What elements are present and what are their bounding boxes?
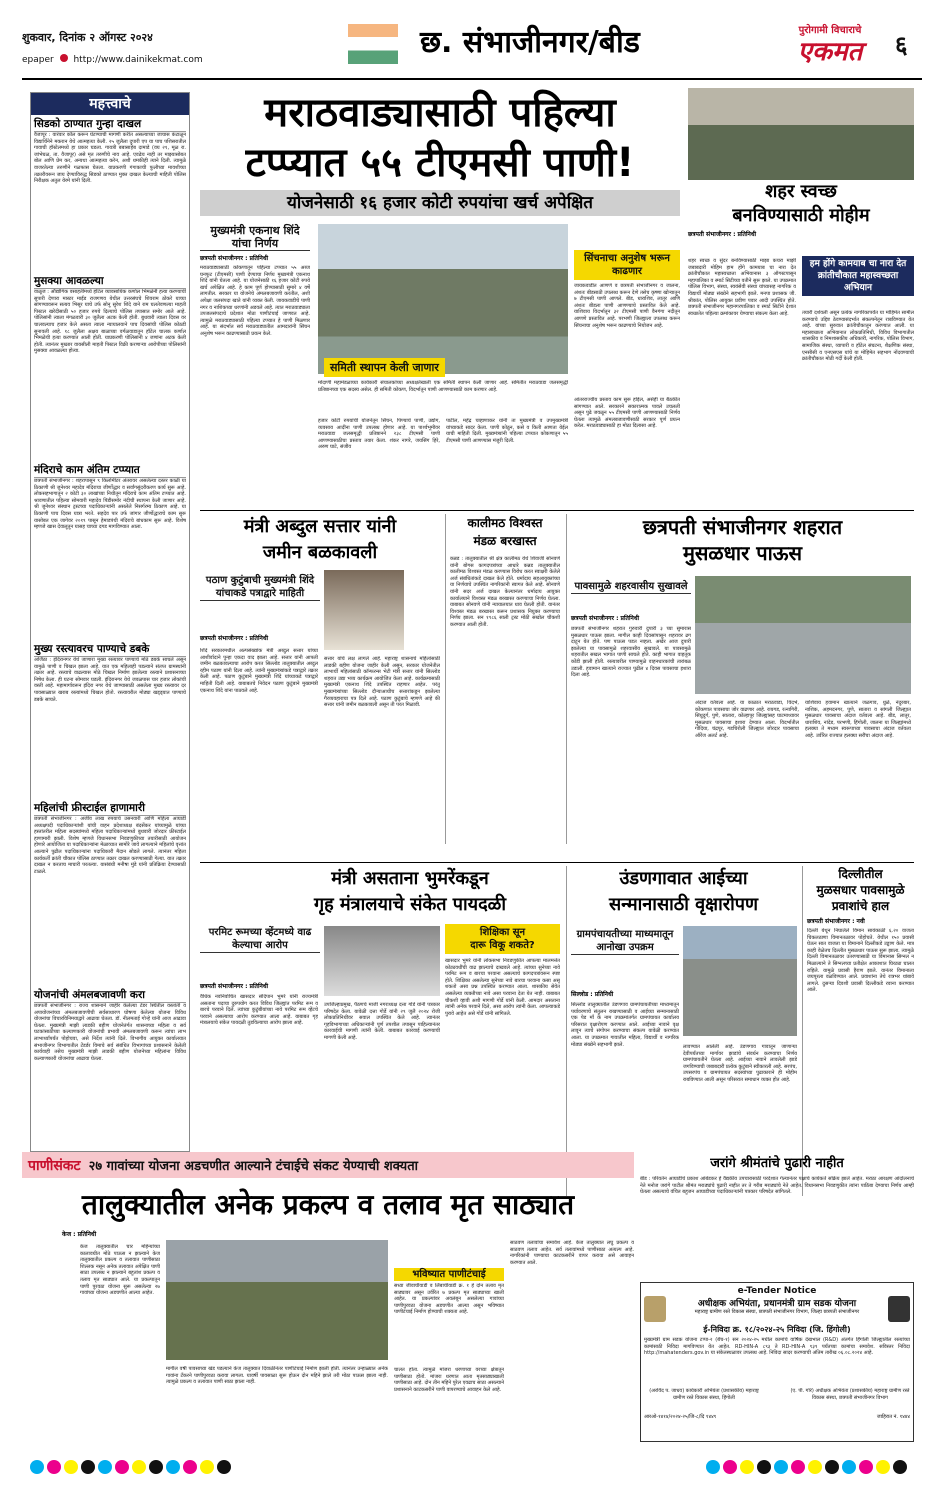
tender-ref2: आरओ-१४१४/२०२४-२५/जि-८/दि १४४९ [644, 1414, 717, 1420]
dam-photo [318, 224, 568, 374]
band-label: पाणीसंकट [28, 1157, 81, 1174]
sattar-head-1: मंत्री अब्दुल सत्तार यांनी [243, 516, 397, 537]
jarange-body: बीड : परिवर्तन आघाडीचे प्रकाश आंबेडकर हे वैद्यकीय उपचारासाठी परदेशात गेल्यानंतर पक्षाचे कार्यकर्ते सक्रिय झाले आहेत. मराठा आरक्षण आंदोलनाचे नेते मनोज जरांगे पाटील श्रीमंत मराठ्यांचे पुढारी नाहीत तर ते गरीब मराठ्यांचे नेते आहेत. विधानसभा निवडणुकीत त्यांना पाठिंबा देण्याचा निर्णय आम्ही घेतला असल्याचे वंचित बहुजन आघाडीच्या पदाधिकाऱ्यांनी पत्रकार परिषदेत सांगितले. [640, 1176, 914, 1196]
brand-box [775, 22, 885, 72]
lead-col1: मराठवाड्यासाठी कोकणातून पहिल्या टप्प्यात ५५ अब्ज घनफूट (टीएमसी) पाणी देण्याचा निर्णय मुख्यमंत्री एकनाथ शिंदे यांनी घेतला आहे. या योजनेसाठी १६ हजार कोटी रुपये खर्च अपेक्षित आहे. हे काम पूर्ण होण्यासाठी सुमारे ४ वर्षे लागतील. सरकार या योजनेचे अंमलबजावणी करतील, अशी अपेक्षा जलसंपदा खाते यांनी व्यक्त केली. जायकवाडीचे पाणी नगर व नाशिकच्या धरणांनी अडवले आहे. त्यात मराठवाड्याला उपजलसंपदाचे प्रदेशात मोठा पाणीटंचाई जाणवत आहे. त्यामुळे मराठवाड्यासाठी पहिल्या टप्प्यात हे पाणी मिळणार आहे. या संदर्भात सर्व मराठवाड्यातील आमदारांनी सिंचन अनुशेष भरून काढण्यासाठी प्रयत्न केले. [200, 265, 310, 337]
tender-sign-left: (अरविंद प. जाधव) कार्यकारी अभियंता (प्रशासकीय) महाराष्ट्र ग्रामीण रस्ते विकास संस्था, हिंगोली [649, 1388, 759, 1401]
rain-col1: छत्रपती संभाजीनगर शहरात गुरुवारी दुपारी ३ च्या सुमारास मुसळधार पाऊस झाला. मागील काही दिवसांपासून शहरावर ढग दाटून येत होते. पण पाऊस पडत नव्हता. अखेर आज दुपारी झालेल्या या पावसामुळे शहरवासीय सुखावले. या पावसामुळे शहरातील सखल भागात पाणी साचले होते. काही भागात वाहतूक कोंडी झाली होती. रस्त्यावरील पाण्यामुळे वाहनधारकांची तारांबळ उडाली. हवामान खात्याने राज्यात पुढील ४ दिवस पावसाचा इशारा दिला आहे. [571, 626, 691, 679]
water-crisis-band [22, 1152, 634, 1178]
tender-notice [640, 1282, 914, 1442]
sidebar-item-body: अजिंठा : इंदिरानगर येथे जाणारा मुख्य रस्त्यावर पाण्याचे मोठे डबके साचले असून यामुळे पाणी व चिखल झाला आहे. यात एक महिलाही पडल्याने संतप्त ग्रामस्थांनी तक्रार आहे. रस्त्याचे वाढल्यास मोठे चिखल निर्माण झालेल्या रस्त्याने प्रशासनाच्या निषेध केला. ही घटना सोमवार घडली. इंदिरानगर येथे जवळपास चार हजार लोकांची वस्ती आहे. महामार्गावरून इंदिरा नगर येथे जाण्यासाठी असलेला मुख्य रस्त्यावर दर पावसाळ्यात खराब रस्त्यांमध्ये चिखल होतो. रस्त्यावरील मोठ्या खड्ड्यात पाण्याचे डबके साचते. [34, 657, 186, 703]
shikshika-story [445, 924, 560, 1144]
masthead [0, 0, 945, 88]
tree-story [566, 866, 796, 1196]
dams-headline: तालुक्यातील अनेक प्रकल्प व तलाव मृत साठ्यात [81, 1188, 575, 1221]
shikshika-head-2: दारू विकू शकते? [470, 940, 535, 951]
emblem-icon [644, 1296, 666, 1322]
bhumre-head-2: गृह मंत्रालयाचे संकेत पायदळी [313, 894, 507, 915]
kalimath-head-1: कालीमठ विश्वस्त [467, 516, 543, 530]
delhi-head-3: प्रवाशांचे हाल [831, 899, 890, 913]
future-text: सध्या जीवाचीवाडी व लिंबाचीवाडी क्र. १ हे दोन तलाव मृत साठ्यावर असून उर्वरित ७ प्रकल्प मृत साठ्याच्या खाली आहेत. या प्रकल्पांवर अवलंबून असलेल्या गावांच्या पाणीपुरवठा योजना अडचणीत आल्या असून भविष्यात पाणीटंचाई निर्माण होण्याची शक्यता आहे. [394, 1283, 504, 1316]
tree-byline: सिल्लोड : प्रतिनिधी [571, 991, 614, 998]
delhi-head-2: मुळसधार पावसामुळे [816, 883, 905, 897]
rain-story [566, 514, 914, 844]
tricolor-icon [348, 24, 398, 64]
delhi-story [802, 866, 914, 1196]
sidebar-item-1 [31, 115, 189, 272]
color-registration-bar-right [706, 1460, 910, 1474]
clean-city-byline: छत्रपती संभाजीनगर : प्रतिनिधी [688, 231, 757, 238]
lead-headline-1: मराठवाड्यासाठी पहिल्या [264, 90, 616, 136]
tree-col2: लावण्यात आलेली आहे. उंडणगाव गावातून जाणाऱ्या देवीपर्यंतच्या मार्गावर झाडांचे संवर्धन करण्याचा निर्णय ग्रामपंचायतीने घेतला आहे. आईच्या नावाने लावलेली झाडे जगविण्याची जबाबदारी प्रत्येक कुटुंबाने स्वीकारली आहे. सरपंच, उपसरपंच व ग्रामपंचायत सदस्यांच्या पुढाकाराने ही मोहीम राबविण्यात आली असून परिसरात समाधान व्यक्त होत आहे. [683, 1044, 797, 1083]
kalimath-body: कन्नड : तालुक्यातील श्री क्षेत्र कालीमठ येथे शिवाजी सोनवणे यांनी बोगस कागदपत्रांच्या आधारे कन्नड तालुक्यातील कालीमठ विश्वस्त मंडळ करण्यास विरोध करत स्वाक्षरी केलेले अर्ज संबंधितांकडे दाखल केले होते. धर्मादाय सहआयुक्तांच्या या निर्णयाचे उपस्थित नागरिकांनी स्वागत केले आहे. सोनवणे यांनी सदर अर्ज दाखल केल्यानंतर धर्मादाय आयुक्त कार्यालयाने विश्वस्त मंडळ बरखास्त करण्याचा निर्णय घेतला. याबाबत सोनवणे यांनी न्यायालयात धाव घेतली होती. यानंतर विश्वस्त मंडळ बरखास्त करून प्रशासक नियुक्त करण्याचा निर्णय झाला. सन १९८६ साली ट्रस्ट मोठी सखोल चौकशी करण्यात आली होती. [450, 556, 560, 628]
sidebar-item-5 [31, 799, 189, 986]
sidebar-item-3 [31, 461, 189, 640]
edition-title: छ. संभाजीनगर/बीड [420, 25, 640, 60]
tree-head-2: सन्मानासाठी वृक्षारोपण [608, 894, 759, 915]
tender-notice-no: ई-निविदा क्र. १८/२०२४-२५ निविदा (जि. हिंगोली) [703, 1325, 851, 1334]
pmgsy-logo-icon [888, 1296, 910, 1322]
sattar-photo [324, 570, 404, 650]
future-box [394, 1268, 504, 1447]
rain-byline: छत्रपती संभाजीनगर : प्रतिनिधी [571, 615, 640, 622]
sattar-sub: पठाण कुटुंबाची मुख्यमंत्री शिंदे यांचाकडे पत्राद्वारे माहिती [200, 574, 320, 601]
lead-headline-2: टप्प्यात ५५ टीएमसी पाणी! [245, 140, 635, 186]
sidebar-item-title: मुख्य रस्त्यावरच पाण्याचे डबके [34, 642, 186, 657]
sattar-head-2: जमीन बळकावली [262, 542, 378, 563]
delhi-head-1: दिल्लीतील [838, 867, 883, 881]
sidebar [30, 92, 190, 1152]
sidebar-item-2 [31, 272, 189, 461]
rain-head-2: मुसळधार पाऊस [682, 541, 803, 565]
lead-col2: हजार कोटी रुपयांची योजनेतून सिंचन, पिण्याचे पाणी, उद्योग, व्यवसाय आदींना पाणी उपलब्ध होणार आहे. या पार्श्वभूमीवर मराठवाडा जलसमृद्धी प्रतिष्ठानने २३८ टीएमसी पाणी आणण्यासाठीचा प्रस्ताव तयार केला. शंकर नागरे, जयसिंग हिरे, अरुण घाटे, संजीव [318, 418, 440, 451]
jarange-headline: जरांगे श्रीमंतांचे पुढारी नाहीत [710, 1156, 844, 1171]
band-text: २७ गावांच्या योजना अडचणीत आल्याने टंचाईचे संकट येण्याची शक्यता [88, 1159, 418, 1174]
bhumre-col2: उपजिल्हाप्रमुख, पैठणचे माजी नगराध्यक्ष दत्ता गोर्डे यांनी पत्रकार परिषदेत केला. यावेळी दत्ता गोर्डे यांनी २९ जुलै २०२४ रोजी लोकप्रतिनिधींवर सवाल उपस्थित केले आहे. त्यानंतर गृहविभागाच्या अधिकाऱ्यांनी पूर्ण तपशील तपासून पाहिल्यानंतर कारवाईची मागणी त्यांनी केली. याबाबत कारवाई करण्याची मागणी केली आहे. [324, 1002, 440, 1041]
lead-byline: छत्रपती संभाजीनगर : प्रतिनिधी [200, 255, 269, 262]
sattar-col1: शिंदे सरकारमधील अल्पसंख्यांक मंत्री अब्दुल सत्तार यांच्या आशीर्वादाने पुन्हा एकदा वाद झाला आहे. सत्तार यांनी आपली जमीन बळकावल्याचा आरोप करत सिल्लोड तालुक्यातील अब्दुल रहीम पठाण यांनी दिला आहे. त्यांनी मुख्यमंत्र्यांकडे पत्राद्वारे तक्रार केली आहे. पठाण कुटुंबाने मुख्यमंत्री शिंदे यांच्याकडे पत्राद्वारे माहिती दिली आहे. याबाबतचे निवेदन पठाण कुटुंबाने मुख्यमंत्री एकनाथ शिंदे यांना पाठवले आहे. [200, 648, 318, 694]
clean-city-col2: तयारी दर्शवली असून प्रत्येक नागरिकापर्यंत या मोहिमेत सामील करण्याचे उद्दिष्ट ठेवण्यासंदर्भात संकल्पनेतून राबविण्यात येत आहे. यांच्या सुरुवात क्रांतीचौकातून करण्यात आली. या महास्वच्छता अभियानात लोकप्रतिनिधी, विविध विभागातील शासकीय व निमशासकीय अधिकारी, नागरिक, पोलिस विभाग, सामाजिक संस्था, व्यापारी व हॉटेल संघटना, शैक्षणिक संस्था, एनसीसी व एनएसएस यांचे या मोहिमेत सहभाग नोंदवण्याची क्रांतीचौकात मोठी गर्दी केली होती. [802, 310, 914, 363]
sidebar-item-body: वाळूज : औद्योगिक वसाहतीमध्ये हॉटेल व्यावसायिक कर्णाल भिमळेनी हत्या करण्याची सुपारी देणारा मास्टर माईंड राजगणव येथील उत्तरसंघचे शिवराम ठोकरे याच्या सांगण्यावरून सत्यव भिसूर याचे उर्फ सोनू सुरेश शिंदे याने राम घलतेवणल्या माहती पिस्टल खरेदीसाठी ५० हजार रुपये दिल्याचे पोलिस तपासात समोर आले आहे. पोलिसांनी त्याला मंगळवारी ३० जुलैला अटक केली होती. बुधवारी त्याला दिवस वर चालवल्याच हजार केले असता त्याला न्यायालयाने पाच दिवसांची पोलिस कोठडी सुनावली आहे. १८ जुलैला अक्षय बाळाच्या वर्गळवाडातुन हॉटेल चालक कर्णाल भिमळेची हत्या करण्यात आली होती. याप्रकरणी पोलिसांनी ४ जणांना अटक केली होती. त्यानंतर मुख्तार वायसीली माहती पिस्टल विक्री करणाऱ्या आरोपीच्या पोलिसांनी मुसक्या आवळल्या होत्या. [34, 289, 186, 355]
dams-byline: केज : प्रतिनिधी [62, 1231, 97, 1238]
dams-col4: साठवण तलावांचा समावेश आहे. केज तालुक्यात लघु प्रकल्प व साठवण तलाव आहेत. सर्व तलावांमध्ये पाणीसाठा अत्यल्प आहे. नागरिकांनी पाण्याचा काटकसरीने वापर करावा असे आवाहन करण्यात आले. [510, 1240, 634, 1266]
dams-col1: केज तालुक्यातील चार महिन्यांच्या कालावधीत मोठे पाऊस न झाल्याने केज तालुक्यातील प्रकल्प व तलावात पाणीसाठा शिल्लक नसून अनेक तलावात अपेक्षित पाणी साठा उपलब्ध न झाल्याने बहुतांश प्रकल्प व तलाव मृत साठ्यात आले. या प्रकल्पातून पाणी पुरवठा योजना सुरू असलेल्या २७ गावांच्या योजना अडचणीत आल्या आहेत. [80, 1244, 160, 1297]
epaper-url[interactable]: http://www.dainikekmat.com [73, 55, 203, 65]
rain-head-1: छत्रपती संभाजीनगर शहरात [642, 515, 843, 539]
kalimath-head-2: मंडळ बरखास्त [473, 534, 537, 548]
dams-col3: चालत होता. त्यामुळे मांजरा धरणाच्या वरच्या क्षेत्रातून पाणीसाठा होतो. मांजरा धरणात आता मृतसाठ्याखाली पाणीसाठा आहे. दोन तीन महिने पुरेल एवढाच साठा असल्याने प्रशासनाने काटकसरीने पाणी वापरण्याचे आवाहन केले आहे. [394, 1367, 504, 1393]
lead-col3: पाटील, महेंद्र चव्हाणाकर यांनी ता मुख्यमंत्री व उपमुख्यमंत्री यांच्याकडे सादर केला. पाणी कोठून, कसे व किती आणता येईल याची माहिती दिली. मुख्यमंत्र्यांनी पहिल्या टप्प्यात कोकणातून ५५ टीएमसी पाणी आणण्यास मंजुरी दिली. [446, 418, 568, 444]
tender-org: अधीक्षक अभियंता, प्रधानमंत्री ग्राम सडक योजना [697, 1299, 857, 1309]
kalimath-story [445, 514, 560, 844]
delhi-body: दिल्ली येथून निघालेले विमान सायंकाळी ६.२० वाजता चिकलठाणा विमानतळावर पोहोचते. येथील १५० प्रवासी घेऊन सात वाजता या विमानाने दिल्लीकडे उड्डाण केले. मात्र काही वेळेतच दिल्लीत मुसळधार पाऊस सुरू झाला. त्यामुळे दिल्ली विमानतळावर उतरण्यासाठी या विमानास सिग्नल न मिळाल्याने ते सिग्नलच्या प्रतीक्षेत आकाशात घिरट्या घालत राहिले. यामुळे प्रवासी हैराण झाले. यानंतर विमानाला जयपूरला वळविण्यात आले. प्रवाशांना तेथे रात्रभर थांबावे लागले. दुसऱ्या दिवशी प्रवासी दिल्लीकडे रवाना करण्यात आले. [807, 928, 914, 994]
rain-col2: अंदाज वर्तवला आहे. या काळात मराठवाडा, विदर्भ, कोंकणात पावसाचा जोर वाढणार आहे. रायगड, रत्नागिरी, सिंधुदुर्ग, पुणे, सातारा, कोल्हापूर जिल्ह्यांसह घाटमाथ्यावर मुसळधार पावसाचा इशारा देण्यात आला. विदर्भातील गोंदिया, चंद्रपूर, गडचिरोली जिल्ह्यात जोरदार पावसाचा ऑरेंज अलर्ट आहे. [695, 700, 799, 739]
sattar-col2: सत्तार यांचे लक्ष लागले आहे. महाराष्ट्र शासनाचे महिलांसाठी लाडकी बहीण योजना जाहीर केली असून, सरकार योजनेतील लाभार्थी महिलांसाठी कॉन्फरन्स भेटी मंत्री सत्तार यांनी सिल्लोड शहरात उद्या भव्य कार्यक्रम आयोजित केला आहे. कार्यक्रमासाठी मुख्यमंत्री एकनाथ शिंदे उपस्थित राहणार आहेत. परंतु मुख्यमंत्र्यांच्या सिल्लोड दौऱ्याआधीच सत्तारांकडून झालेल्या गैरव्यवहाराचा पत्र दिले आहे. पठाण कुटुंबाचे म्हणणे आहे की सत्तार यांनी जमीन बळकावली असून ती परत मिळावी. [324, 656, 440, 709]
tender-signatures [644, 1388, 910, 1414]
clean-city-story [688, 88, 914, 508]
epaper-label [22, 54, 203, 65]
divider-1 [200, 510, 914, 511]
lead-col4: आंतरराज्यीय प्रस्ताव काम सुरू होईल, असेही या बैठकीत सांगण्यात आले. सरकारने सकारात्मक पावले उचलली असून पुढे जवळून ५५ टीएमसी पाणी आणण्यासाठी निर्णय घेतला त्यामुळे अंमलबजावणीसाठी सरकार पूर्ण प्रयत्न करेल. मराठवाड्यासाठी हा मोठा दिलासा आहे. [574, 397, 680, 430]
sidebar-item-body: छत्रपती संभाजीनगर : राज्य शासनाने जाहीर केलेल्या टेंडर स्थितील वस्तांती व अपायोजनांच्या अंमलबजावणीची सर्वसाधारण घोषणा केलेल्या योजना विविध योजनांचा विचारविनिमयाद्वारे आढावा घेतला. डॉ. नीलमताई गोऱ्हे यांनी आज आढावा घेतला. मुख्यमंत्री माझी लाडकी बहीण योजनेतंर्गत शासनाच्या महिला व सर्व घटकांसाठीच्या कल्याणकारी योजनांची प्रभावी अंमलबजावणी करून त्यांचा लाभ लाभार्थ्यांपर्यंत पोहोचवा, असे निर्देश त्यांनी दिले. विभागीय आयुक्त कार्यालयात संभाजीनगर विभागातील टेंडर्डर विमाचे सर्व संबंधित विभागांच्या प्रशासनाने केलेली कार्यवाही तसेच मुख्यमंत्री माझी लाडकी बहीण योजनेच्या महिलांना विविध कल्याणकारी योजनांचा आढावा घेतला. [34, 1003, 186, 1062]
lead-story [200, 88, 680, 508]
rain-sub: पावसामुळे शहरवासीय सुखावले [571, 580, 691, 594]
color-registration-bar [30, 1460, 234, 1474]
lead-side-head: मुख्यमंत्री एकनाथ शिंदे यांचा निर्णय [200, 224, 310, 251]
page-number: ६ [895, 31, 908, 59]
divider-2 [200, 862, 914, 863]
dams-story [22, 1180, 634, 1440]
rain-col3: याशिवाय हवामान खात्याने जळगाव, धुळे, नंदुरबार, नाशिक, अहमदनगर, पुणे, सातारा व सांगली जिल्ह्यात मुसळधार पावसाचा अंदाज वर्तवला आहे. बीड, लातूर, धाराशिव, नांदेड, परभणी, हिंगोली, जालना या जिल्ह्यांमध्ये हलक्या ते मध्यम स्वरूपाच्या पावसाचा अंदाज वर्तवला आहे. उर्वरित राज्यात हलक्या सरींचा अंदाज आहे. [805, 700, 911, 739]
tree-col1: सिल्लोड तालुक्यातील उंडणगाव ग्रामपंचायतीच्या माध्यमातून पर्यावरणाचे संतुलन राखण्यासाठी व आईच्या सन्मानासाठी एक पेड माँ के नाम उपक्रमांतर्गत ग्रामपंचायत कार्यालय परिसरात वृक्षारोपण करण्यात आले. आईच्या नावाने वृक्ष लावून त्याचे संगोपन करण्याचा संकल्प यावेळी करण्यात आला. या उपक्रमात गावातील महिला, विद्यार्थी व नागरिक मोठ्या संख्येने सहभागी झाले. [571, 1002, 679, 1048]
sidebar-heading: महत्त्वाचे [31, 93, 189, 115]
clean-city-head-2: बनविण्यासाठी मोहीम [732, 205, 870, 226]
clean-city-photo [688, 88, 914, 180]
shikshika-body: खासदार भुमरे यांनी लोकसभा निवडणुकीत आपल्या मालमत्तेत कोट्यवधींची वाढ झाल्याचे दाखवले आहे. त्यांच्या सुनेच्या नावे परमिट रूम व बारचा परवाना असल्याचे कागदपत्रांवरून स्पष्ट होते. शिक्षिका असलेल्या सुनेच्या नावे बारचा परवाना कसा असू शकतो असा प्रश्न उपस्थित करण्यात आला. शासकीय सेवेत असलेल्या व्यक्तीच्या नावे असा परवाना देता येत नाही. याबाबत चौकशी व्हावी अशी मागणी गोर्डे यांनी केली. आमदार असताना त्यांनी अनेक परवाने दिले, असा आरोप त्यांनी केला. आपल्याकडे पुरावे आहेत असे गोर्डे यांनी सांगितले. [445, 958, 560, 1017]
masthead-date: शुकवार, दिनांक २ ऑगस्ट २०२४ [22, 31, 153, 44]
photo-caption: समिती स्थापन केली जाणार [324, 358, 445, 377]
future-head: भविष्यात पाणीटंचाई [394, 1268, 504, 1281]
bhumre-col1: वैधिक नवनिर्वाचित खासदार संदिपान भुमरे यांनी राज्यमंत्री असताना पदाचा दुरुपयोग करत विविध जिल्ह्यांत परमिट रूम व बारचे परवाने दिले. त्यांच्या कुटुंबीयांच्या नावे परमिट रूम व्हेंटचे परवाने असल्याचा आरोप करण्यात आला आहे. याबाबत गृह मंत्रालयाचे संकेत पायदळी तुडविल्याचा आरोप झाला आहे. [200, 994, 318, 1027]
shikshika-head [445, 924, 560, 954]
tender-ref: जाहिरात नं. १४४४ [876, 1414, 910, 1420]
sidebar-item-title: योजनांची अंमलबजावणी करा [34, 988, 186, 1003]
clean-city-col1: शहर स्वच्छ व सुंदर बनविण्यासाठी माझा कचरा माझी जबाबदारी मोहिम हाम होंगे कामयाब चा नारा देत क्रांतीचौकात महास्वच्छता अभियानास ३ ऑगस्टपासून महापालिका व स्मार्ट सिटीच्या वतीने सुरू झाले. या उपक्रमात पोलिस विभाग, संस्था, स्वयंसेवी संस्था यांच्यासह नागरिक व विद्यार्थी मोठ्या संख्येने सहभागी झाले. मनपा प्रशासक जी. श्रीकांत, पोलिस आयुक्त प्रवीण पवार आदी उपस्थित होते. छत्रपती संभाजीनगर महानगरपालिका व स्मार्ट सिटीने देशात स्वच्छतेत पहिल्या क्रमांकावर येण्याचा संकल्प केला आहे. [688, 258, 796, 317]
sidebar-item-title: सिडको ठाण्यात गुन्हा दाखल [34, 117, 186, 132]
lead-side-box [200, 224, 310, 505]
tender-org-sub: महाराष्ट्र ग्रामीण रस्ते विकास संस्था, छत्रपती संभाजीनगर विभाग, जिल्हा छत्रपती संभाजीनगर [694, 1309, 860, 1315]
clean-city-head-1: शहर स्वच्छ [765, 181, 837, 202]
lead-subhead: योजनेसाठी १६ हजार कोटी रुपयांचा खर्च अपेक्षित [200, 190, 680, 216]
tender-title: e-Tender Notice [737, 1286, 817, 1296]
brand-logo: एकमत [797, 37, 863, 67]
deficit-box [574, 250, 680, 497]
brand-tagline: पुरोगामी विचाराचे [798, 25, 862, 36]
bhumre-byline: छत्रपती संभाजीनगर : प्रतिनिधी [200, 983, 269, 990]
sattar-byline: छत्रपती संभाजीनगर : प्रतिनिधी [200, 635, 269, 642]
sidebar-item-body: छत्रपती संभाजीनगर : अजीव लाख रुपयाचे उसनवारी आणि महिला आघाडी अध्यक्षपदी पदाधिकाऱ्यांशी यांची वाहन प्रदेशाध्यक्ष बंदसेंकर यांच्यामुळे यांच्या हस्तांतरील महिला सदस्यांमध्ये महिला पदाधिकाऱ्यांमध्ये बुधवारी जोरदार फ्रीस्टाईल हाणामारी झाली. विशेष म्हणजे विधानसभा निवडणुकीच्या तयारीसाठी आयोजन होणारे आयोजिता या पदाधिकाऱ्यांना मेळाव्यात सामोरे जावे लागल्याने महिलांचे वृत्तांत आल्याने पुढील पदाधिकाऱ्यांना पदाधिकारी मैदान सोडले लागले. त्यानंतर महिला कार्यकर्ती क्रांती चौकात पोलिस ठाण्यात तक्रार दाखल करण्यासाठी गेल्या. यात तक्रार दाखल न करताच माघारी परतल्या. यासंबंधी मनीषा मुंडे यांनी प्रतिक्रिया देण्यासाठी टाळले. [34, 816, 186, 875]
shikshika-head-1: शिक्षिका सून [479, 927, 526, 938]
masthead-rule [22, 78, 922, 80]
tender-header [644, 1296, 910, 1322]
clean-city-kicker: हम होंगे कामयाब चा नारा देत क्रांतीचौकात महास्वच्छता अभियान [802, 256, 914, 296]
epaper-text: epaper [22, 55, 54, 65]
tender-sign-right: (ए. पी. गोरे) अधीक्षक अभियंता (प्रशासकीय) महाराष्ट्र ग्रामीण रस्ते विकास संस्था, छत्रपती संभाजीनगर विभाग [790, 1388, 910, 1401]
tree-sub: ग्रामपंचायतीच्या माध्यमातून आनोखा उपक्रम [571, 928, 679, 955]
sidebar-item-4 [31, 640, 189, 799]
bhumre-photo [324, 926, 440, 996]
dams-photo [166, 1240, 388, 1360]
rain-photo [695, 576, 911, 694]
tree-head-1: उंडणगावात आईच्या [619, 868, 748, 889]
tree-photo [683, 926, 797, 1036]
sidebar-item-title: मंदिराचे काम अंतिम टप्प्यात [34, 463, 186, 478]
jarange-story [640, 1152, 914, 1282]
deficit-head: सिंचनाचा अनुशेष भरून काढणार [574, 250, 680, 280]
sidebar-item-body: छत्रपती संभाजीनगर : शहरापासून ९ किलोमीटर अंतरावर असलेल्या दस्तर काळी या ठिकाणी श्री जुनेश्वर महादेव मंदिराचा जीर्णोद्धार व सर्वांगसुंदरीकरण कार्य सुरू आहे. लोकसहभागातून २ कोटी ३० लाखांच्या निधीतून मंदिराचे काम अंतिम टप्प्यात आहे. श्रावणातील पहिल्या सोमवारी महादेव पिंडीसमोर नंदीची स्थापना केली जाणार आहे. श्री जुनेश्वर संस्थान ट्रस्टच्या पदाधिकाऱ्यांनी असलेले निसर्गरम्य ठिकाण आहे. या ठिकाणी पाच दिवस यात्रा भरते. सहदेव पार उर्फ जांगार जीर्णोद्धाराचे काम सुरू यासोबत एक जागेवर २०१९ पासून हेमाडपंथी मंदिराचे बांधकाम सुरू आहे. विशेष म्हणजे खास देवालूतून यासह चाच्या दगड मागविण्यात आला. [34, 478, 186, 531]
bhumre-sub: परमिट रूमच्या व्हेंटमध्ये वाढ केल्याचा आरोप [200, 926, 320, 953]
bhumre-head-1: मंत्री असताना भुमरेंकडून [331, 868, 489, 889]
dams-col2: मागील वर्षी पावसाच्या खंड पडल्याने केज तालुक्यात दिवाळीनंतर पाणीटंचाई निर्माण झाली होती. त्यानंतर उन्हाळ्यात अनेक गावांना टँकरने पाणीपुरवठा करावा लागला. यावर्षी पावसाळा सुरू होऊन दोन महिने झाले तरी मोठा पाऊस झाला नाही. त्यामुळे प्रकल्प व तलावात पाणी साठा झाला नाही. [166, 1366, 388, 1386]
delhi-byline: छत्रपती संभाजीनगर : नवी [807, 918, 865, 925]
sattar-story [200, 514, 440, 844]
sidebar-item-title: मुसक्या आवळल्या [34, 274, 186, 289]
deficit-text: जायकवाडीत आणणे व छत्रपती संभाजीनगर व जालना, अंशतः बीडसाठी उपलब्ध करून देणे तसेच कृष्णा खोऱ्यातून ७ टीएमसी पाणी आणले. बीड, धाराशिव, लातूर आणि अंशतः बीडला पाणी आणण्याचे प्रस्तावित केले आहे. याशिवाय विदर्भातून ३२ टीएमसी पाणी वैनगंगा नदीतून आणणे प्रस्तावित आहे. परभणी जिल्ह्याला उपलब्ध करून सिंचनाचा अनुशेष भरून काढण्याचे नियोजन आहे. [574, 283, 680, 329]
sidebar-item-body: वैजापूर : वारंवार कॉल करून घेटण्याची मागणी करीत असल्याच्या जाचास कंटाळून विद्यार्थिनेने मकरान येथे आत्महत्या केली. २५ जुलैला दुपारी एप या पाच पशिसरातील गावाची हॉस्टेलमध्ये हा प्रकार घडला. गायत्री बबासाहेब दामाडे (वय २१, मूळ रा. जांभेघळ, ता. वैजापूर) असे मृत तरुणीचे नाव आहे. एवढेच नाही तर माझ्यासोबत बोल आणि प्रेम कर, अन्यथा आत्महत्या करेन, अशी धमकीही त्याने दिली. त्यामुळे वाजरतेल्या तरुणीने गळफास घेतला. याप्रकरणी गंगाकाची फुलीच्या मावशीच्या तक्रारीवरून जाय देण्याविरुद्ध सिडको ठाण्यात मुक्त दाखल केल्याची माहिती पोलिस निरीक्षक अतुल येरमे यांनी दिली. [34, 132, 186, 185]
photo-text: मोदाणी महामंडळाच्या कार्यकारी संचालकांच्या अध्यक्षतेखाली एक समिती स्थापन केली जाणार आहे. समितीत मराठवाडा जलसमृद्धी प्रतिष्ठानच्या एक सदस्य असेल. ही समिती कोकण, विदर्भातून पाणी आणण्यासाठी काम करणार आहे. [318, 380, 568, 393]
sidebar-item-title: महिलांची फ्रीस्टाईल हाणामारी [34, 801, 186, 816]
globe-icon [60, 54, 68, 62]
sidebar-item-6 [31, 986, 189, 1155]
tender-body: मुख्यमंत्री ग्राम सडक योजना टप्पा-२ (बॅच-१) सन २०२४-२५ मधील कामांचे वार्षिक देखभाल (R&D) अंतर्गत हिंगोली जिल्ह्यातील रस्त्यांच्या कामांसाठी निविदा मागविण्यात येत आहेत. RD-HIN-A ८९३ ते RD-HIN-A ९३९ पर्यंतच्या कामांचा समावेश. सविस्तर निविदा http://mahatenders.gov.in या संकेतस्थळावर उपलब्ध आहे. निविदा सादर करण्याची अंतिम तारीख ०६.०८.२०२४ आहे. [644, 1337, 910, 1357]
tender-refs [644, 1414, 910, 1420]
